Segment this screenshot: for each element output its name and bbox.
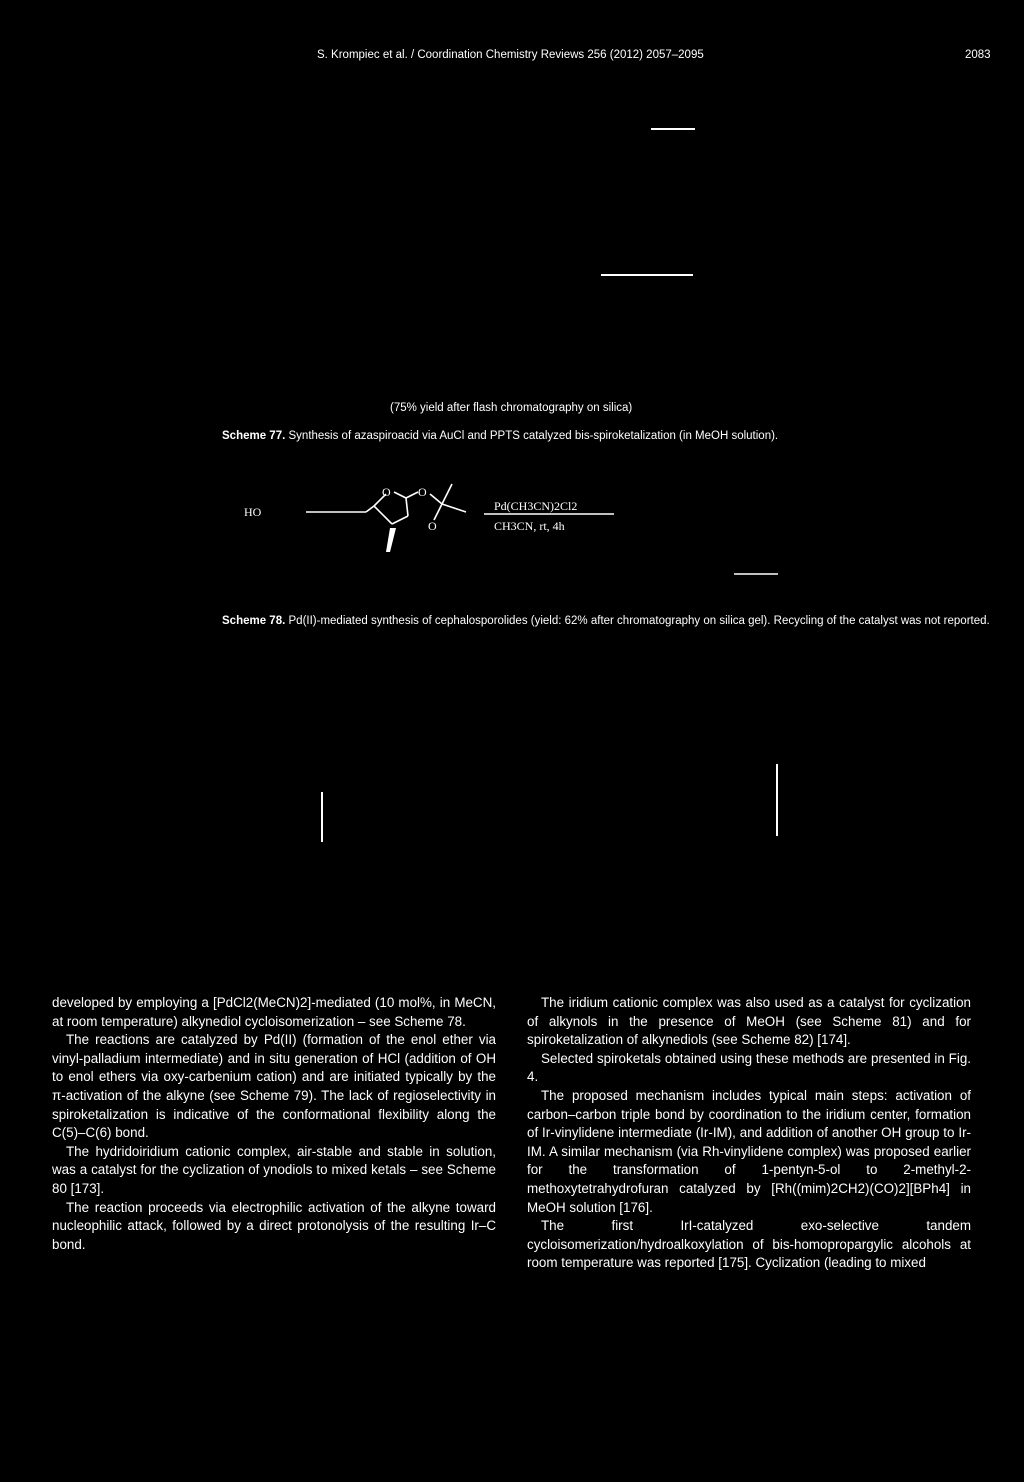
left-paragraph-1: developed by employing a [PdCl2(MeCN)2]-mediated (10 mol%, in MeCN, at room temperature) alkynediol cycloisomerization – see Scheme 78.: [52, 995, 496, 1029]
scheme77-arrow-line-top: [651, 128, 695, 130]
scheme78-o-top-right: O: [418, 485, 427, 499]
scheme78-bond-i: [442, 484, 452, 504]
running-header-citation: S. Krompiec et al. / Coordination Chemistry Reviews 256 (2012) 2057–2095: [317, 49, 704, 61]
scheme78-bond-f: [392, 516, 408, 524]
right-paragraph-1: The iridium cationic complex was also used as a catalyst for cyclization of alkynols in the presence of MeOH (see Scheme 81) and for spiroketalization of alkynediols (see Scheme 82) [174].: [527, 995, 971, 1048]
scheme78-bond-g: [406, 492, 418, 498]
scheme78-bond-h: [430, 494, 442, 504]
scheme78-bond-e: [374, 506, 392, 524]
right-paragraph-3: The proposed mechanism includes typical main steps: activation of carbon–carbon triple bond by coordination to the iridium center, formation of Ir-vinylidene intermediate (Ir-IM), and addition of another OH group to Ir-IM. A similar mechanism (via Rh-vinylidene complex) was proposed earlier for the transformation of 1-pentyn-5-ol to 2-methyl-2-methoxytetrahydrofuran catalyzed by [Rh((mim)2CH2)(CO)2][BPh4] in MeOH solution [176].: [527, 1087, 971, 1215]
scheme78-caption: [222, 615, 990, 627]
left-paragraph-4: The reaction proceeds via electrophilic activation of the alkyne toward nucleophilic attack, followed by a direct protonolysis of the resulting Ir–C bond.: [52, 1199, 496, 1252]
left-column: [52, 994, 496, 1254]
scheme78-o-bottom: O: [428, 519, 437, 533]
scheme78-reagent-top: Pd(CH3CN)2Cl2: [494, 499, 578, 513]
right-paragraph-2: Selected spiroketals obtained using these methods are presented in Fig. 4.: [527, 1050, 971, 1085]
right-paragraph-4: The first IrI-catalyzed exo-selective tandem cycloisomerization/hydroalkoxylation of bis-homopropargylic alcohols at room temperature was reported [175]. Cyclization (leading to mixed: [527, 1218, 971, 1271]
scheme78-wedge-bond: [386, 528, 396, 552]
scheme78-label: Scheme 78.: [222, 615, 286, 627]
scheme78-bond-c: [394, 492, 406, 498]
left-paragraph-3: The hydridoiridium cationic complex, air-stable and stable in solution, was a catalyst for the cyclization of ynodiols to mixed ketals – see Scheme 80 [173].: [52, 1143, 496, 1196]
scheme78-bond-k: [434, 504, 442, 520]
scheme78-caption-text: Pd(II)-mediated synthesis of cephalosporolides (yield: 62% after chromatography on silica gel). Recycling of the catalyst was not reported.: [288, 615, 990, 627]
right-column: [527, 994, 971, 1273]
scheme77-arrow-line-middle: [601, 274, 693, 276]
scheme77-caption: [222, 430, 778, 442]
page-number: 2083: [965, 49, 991, 61]
scheme77-caption-text: Synthesis of azaspiroacid via AuCl and PPTS catalyzed bis-spiroketalization (in MeOH solution).: [288, 430, 779, 442]
left-paragraph-2: The reactions are catalyzed by Pd(II) (formation of the enol ether via vinyl-palladium intermediate) and in situ generation of HCl (addition of OH to enol ethers via oxy-carbenium cation) and are initiated typically by the π-activation of the alkyne (see Scheme 79). The lack of regioselectivity in spiroketalization is indicative of the conformational flexibility along the C(5)–C(6) bond.: [52, 1032, 496, 1141]
scheme78-reagent-bottom: CH3CN, rt, 4h: [494, 519, 565, 533]
scheme77-label: Scheme 77.: [222, 430, 286, 442]
scheme78-structure: [230, 470, 790, 590]
scheme77-yield-note: (75% yield after flash chromatography on silica): [390, 402, 633, 414]
scheme78-bond-a: [366, 506, 374, 512]
scheme79-bracket-left: [321, 792, 323, 842]
scheme78-o-top-left: O: [382, 485, 391, 499]
scheme78-bond-d: [406, 498, 408, 516]
scheme78-bond-j: [442, 504, 466, 512]
scheme79-bracket-right: [776, 764, 778, 836]
scheme78-ho-label: HO: [244, 505, 262, 519]
